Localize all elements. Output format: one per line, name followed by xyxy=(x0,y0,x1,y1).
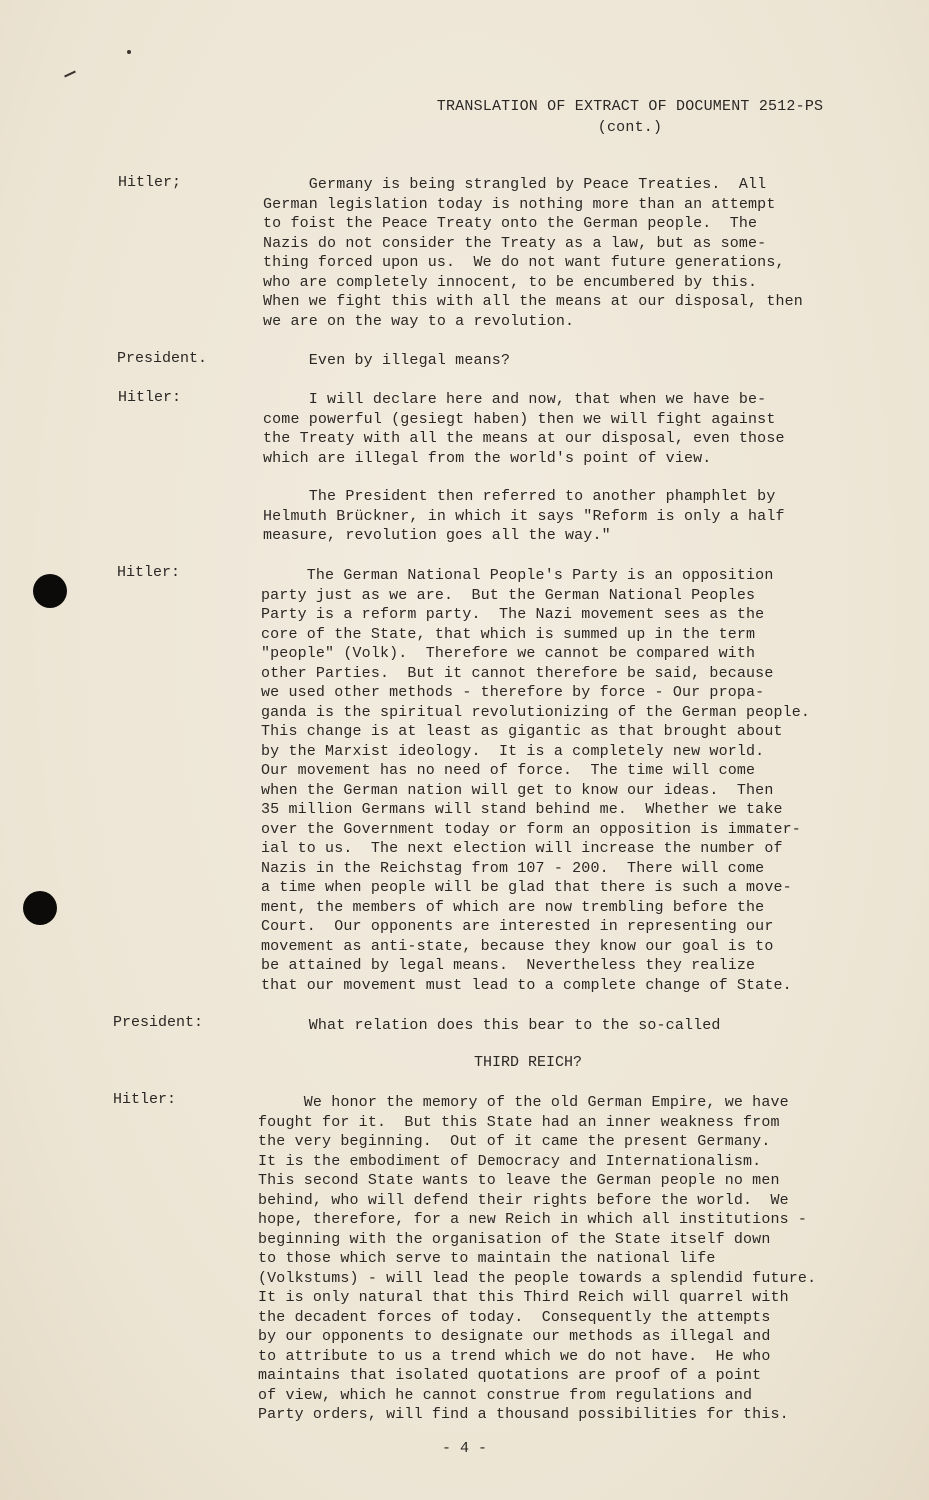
document-title: TRANSLATION OF EXTRACT OF DOCUMENT 2512-PS xyxy=(436,98,824,115)
document-subtitle: (cont.) xyxy=(597,119,663,136)
paragraph: What relation does this bear to the so-called xyxy=(263,1017,721,1034)
speaker-label: Hitler; xyxy=(118,174,182,191)
section-heading: THIRD REICH? xyxy=(473,1054,583,1071)
paragraph: The German National People's Party is an opposition party just as we are. But the German National Peoples Party is a reform party. The Nazi movement sees as the core of the State, that which is summed up in the term "people" (Volk). Therefore we cannot be compared with other Parties. But it cannot therefore be said, because we used other methods - therefore by force - Our propa- ganda is the spiritual revolutionizing of the German people. This change is at least as gigantic as that brought about by the Marxist ideology. It is a completely new world. Our movement has no need of force. The time will come when the German nation will get to know our ideas. Then 35 million Germans will stand behind me. Whether we take over the Government today or form an opposition is immater- ial to us. The next election will increase the number of Nazis in the Reichstag from 107 - 200. There will come a time when people will be glad that there is such a move- ment, the members of which are now trembling before the Court. Our opponents are interested in representing our movement as anti-state, because they know our goal is to be attained by legal means. Nevertheless they realize that our movement must lead to a complete change of State. xyxy=(261,567,811,994)
paragraph: Germany is being strangled by Peace Treaties. All German legislation today is nothing more than an attempt to foist the Peace Treaty onto the German people. The Nazis do not consider the Treaty as a law, but as some- thing forced upon us. We do not want future generations, who are completely innocent, to be encumbered by this. When we fight this with all the means at our disposal, then we are on the way to a revolution. xyxy=(263,176,803,330)
page-number: - 4 - xyxy=(441,1440,487,1457)
punch-hole-bottom xyxy=(23,891,57,925)
speaker-label: Hitler: xyxy=(117,564,181,581)
paragraph: The President then referred to another phamphlet by Helmuth Brückner, in which it says "Reform is only a half measure, revolution goes all the way." xyxy=(263,488,785,544)
ink-scratch xyxy=(64,71,76,78)
paragraph: We honor the memory of the old German Empire, we have fought for it. But this State had an inner weakness from the very beginning. Out of it came the present Germany. It is the embodiment of Democracy and Internationalism. This second State wants to leave the German people no men behind, who will defend their rights before the world. We hope, therefore, for a new Reich in which all institutions - beginning with the organisation of the State itself down to those which serve to maintain the national life (Volkstums) - will lead the people towards a splendid future. It is only natural that this Third Reich will quarrel with the decadent forces of today. Consequently the attempts by our opponents to designate our methods as illegal and to attribute to us a trend which we do not have. He who maintains that isolated quotations are proof of a point of view, which he cannot construe from regulations and Party orders, will find a thousand possibilities for this. xyxy=(258,1094,817,1423)
speaker-label: Hitler: xyxy=(118,389,182,406)
speaker-label: President: xyxy=(113,1014,204,1031)
speaker-label: Hitler: xyxy=(113,1091,177,1108)
ink-speck xyxy=(127,50,131,54)
speaker-label: President. xyxy=(117,350,208,367)
document-heading xyxy=(380,96,880,138)
paragraph: I will declare here and now, that when we have be- come powerful (gesiegt haben) then we will fight against the Treaty with all the means at our disposal, even those which are illegal from the world's point of view. xyxy=(263,391,785,467)
punch-hole-top xyxy=(33,574,67,608)
paragraph: Even by illegal means? xyxy=(263,352,511,369)
